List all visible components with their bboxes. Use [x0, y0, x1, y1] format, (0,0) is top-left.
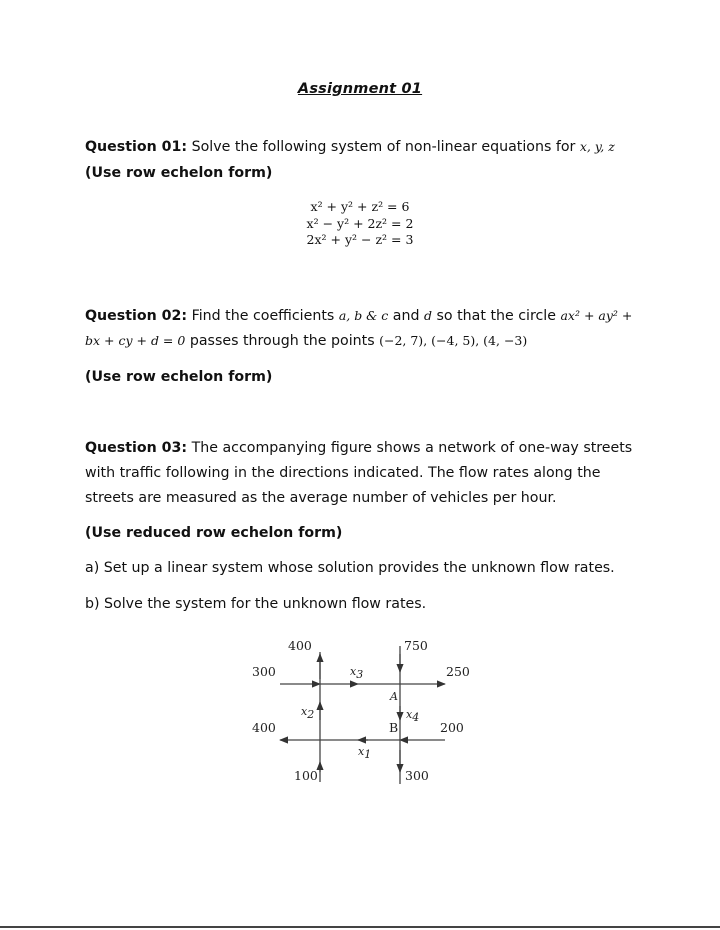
q3-line-3: streets are measured as the average number of vehicles per hour. [85, 490, 557, 506]
q1-line [85, 139, 615, 155]
q2-line-1: Question 02: Find the coefficients a, b & c and d so that the circle ax² + ay² + [85, 308, 633, 324]
node-a-label: A [390, 690, 398, 703]
q1-vars: x, y, z [579, 139, 615, 154]
equation-2: x² − y² + 2z² = 2 [306, 215, 414, 231]
q2-coeffs: a, b & c [338, 308, 389, 323]
q2-note: (Use row echelon form) [85, 369, 273, 385]
label-top-left: 400 [288, 638, 312, 653]
q3-note: (Use reduced row echelon form) [85, 525, 343, 541]
q3-part-b: b) Solve the system for the unknown flow rates. [85, 596, 427, 612]
label-bottom-right: 300 [405, 768, 429, 783]
var-x2: x2 [301, 705, 315, 721]
label-top-right: 750 [404, 638, 428, 653]
label-left-bottom: 400 [252, 720, 276, 735]
q2-points: (−2, 7), (−4, 5), (4, −3) [379, 333, 528, 348]
q3-line-2: with traffic following in the directions indicated. The flow rates along the [85, 465, 601, 481]
traffic-network-figure [240, 632, 480, 792]
q2-label: Question 02: [85, 308, 188, 324]
q2-line-2: bx + cy + d = 0 passes through the points (−2, 7), (−4, 5), (4, −3) [85, 333, 528, 349]
q1-note: (Use row echelon form) [85, 165, 273, 181]
q1-label: Question 01: [85, 139, 188, 155]
var-x1: x1 [358, 745, 372, 761]
q1-text: Solve the following system of non-linear equations for [187, 139, 580, 155]
q3-label: Question 03: [85, 440, 188, 456]
q3-part-a: a) Set up a linear system whose solution provides the unknown flow rates. [85, 560, 615, 576]
q2-circle-part1: ax² + ay² + [560, 308, 633, 323]
var-x4: x4 [406, 708, 420, 724]
equation-3: 2x² + y² − z² = 3 [306, 232, 414, 247]
page-bottom-border [0, 926, 720, 928]
q3-line-1: Question 03: The accompanying figure shows a network of one-way streets [85, 440, 633, 456]
assignment-title: Assignment 01 [297, 81, 423, 97]
var-x3: x3 [350, 665, 364, 681]
equation-1: x² + y² + z² = 6 [310, 199, 410, 214]
q2-circle-part2: bx + cy + d = 0 [85, 333, 186, 348]
label-right-bottom: 200 [440, 720, 464, 735]
label-bottom-left: 100 [294, 768, 318, 783]
label-right-top: 250 [446, 664, 470, 679]
q1-equation-system [0, 199, 720, 249]
label-left-top: 300 [252, 664, 276, 679]
node-b-label: B [389, 720, 399, 735]
